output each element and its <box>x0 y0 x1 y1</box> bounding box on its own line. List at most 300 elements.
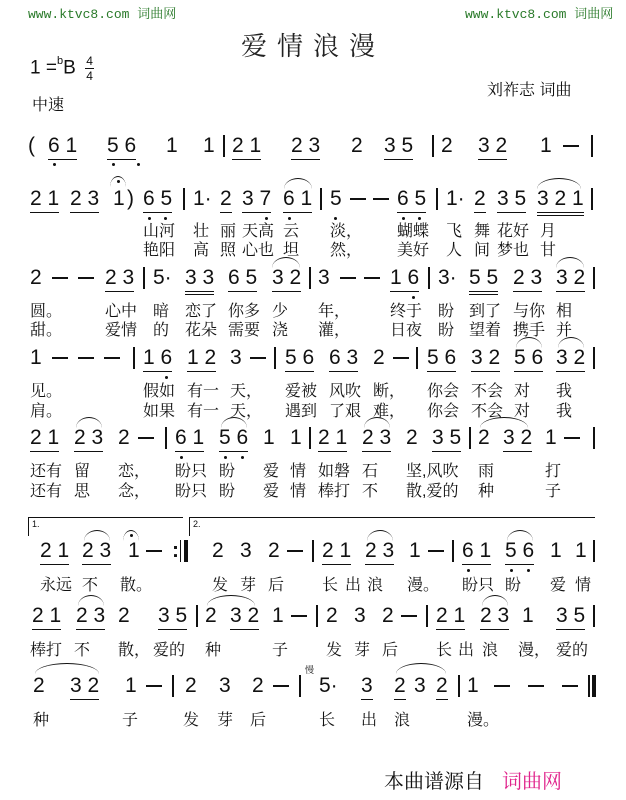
note-group: 2 <box>394 673 406 700</box>
lyric: 子 <box>545 483 562 500</box>
slur <box>537 178 581 189</box>
lyric: 后 <box>250 712 267 729</box>
lyric: 相 <box>556 303 573 320</box>
lyric: 念， <box>118 483 151 500</box>
barline <box>299 675 301 697</box>
barline <box>593 427 595 449</box>
barline <box>469 427 471 449</box>
lyric: 对 <box>514 403 531 420</box>
lyric: 坚,风吹 <box>406 463 459 480</box>
barline <box>593 605 595 627</box>
lyric: 人 <box>446 242 463 259</box>
lyric: 携手 <box>513 322 546 339</box>
source-label: 本曲谱源自 <box>384 771 484 793</box>
lyrics-verse-1 <box>0 637 626 657</box>
slur <box>558 337 584 348</box>
lyric: 你会 <box>427 403 460 420</box>
lyric: 难， <box>373 403 406 420</box>
note: 2 <box>326 604 338 627</box>
lyric: 发 <box>212 577 229 594</box>
note: 2 <box>33 674 45 697</box>
note: 1 <box>125 674 137 697</box>
watermark-right <box>465 3 613 22</box>
lyrics-verse-1 <box>0 378 626 398</box>
lyric: 漫。 <box>407 577 440 594</box>
lyric: 艳阳 <box>143 242 176 259</box>
lyric: 不 <box>82 577 99 594</box>
lyric: 飞 <box>446 223 463 240</box>
lyric: 盼 <box>438 322 455 339</box>
lyric: 不 <box>74 642 91 659</box>
lyric: 子 <box>272 642 289 659</box>
lyric: 盼只 <box>175 483 208 500</box>
note-group: 5 6 <box>285 345 314 372</box>
note: 1 <box>522 604 534 627</box>
note: 1 <box>203 134 215 157</box>
note-group: 2 1 <box>30 425 59 452</box>
slur <box>35 663 99 674</box>
barline <box>426 605 428 627</box>
barline <box>432 135 434 157</box>
note-group: 2 1 <box>30 186 59 213</box>
lyric: 盼 <box>438 303 455 320</box>
note-group: 2 <box>220 186 232 213</box>
lyric: 爱 <box>263 463 280 480</box>
lyric: 后 <box>268 577 285 594</box>
lyric: 假如 <box>143 383 176 400</box>
lyric: 暗 <box>153 303 170 320</box>
note: 1· <box>446 187 465 210</box>
note-group: 2 3 <box>76 603 105 630</box>
note-group: 2 <box>436 673 448 700</box>
lyric: 灌， <box>318 322 351 339</box>
lyric: 云 <box>283 223 300 240</box>
lyric: 遇到 <box>285 403 318 420</box>
lyric: 然， <box>330 242 363 259</box>
lyric: 种 <box>478 483 495 500</box>
dash <box>146 550 162 552</box>
volta-2 <box>189 517 595 536</box>
note-group: 6 3 <box>329 345 358 372</box>
dash <box>428 550 444 552</box>
lyric: 棒打 <box>30 642 63 659</box>
lyric: 打 <box>545 463 562 480</box>
dash <box>563 145 579 147</box>
lyrics-verse-2 <box>0 317 626 337</box>
lyric: 思 <box>74 483 91 500</box>
lyric: 盼只 <box>462 577 495 594</box>
lyric: 肩。 <box>30 403 63 420</box>
song-title: 爱情浪漫 <box>240 32 385 62</box>
barline <box>436 188 438 210</box>
note-group: 6 1 <box>283 186 312 213</box>
lyric: 还有 <box>30 483 63 500</box>
note: 1 <box>30 346 42 369</box>
note-group: 3 5 <box>158 603 187 630</box>
note: 1 <box>113 187 125 210</box>
note-group: 6 1 <box>175 425 204 452</box>
lyric: 断， <box>373 383 406 400</box>
lyric: 芽 <box>354 642 371 659</box>
note: 1 <box>575 539 587 562</box>
note-group: 3 5 <box>384 133 413 160</box>
barline <box>196 605 198 627</box>
note-group: 5 6 <box>514 345 543 372</box>
lyric: 爱的 <box>556 642 589 659</box>
lyric: 日夜 <box>390 322 423 339</box>
lyric: 有一 <box>187 403 220 420</box>
source-brand-link[interactable]: 词曲网 <box>502 771 562 793</box>
notation-row-5 <box>0 425 626 455</box>
notation-row-6 <box>0 538 626 568</box>
flat-sign: b <box>56 55 64 68</box>
note-group: 2 3 <box>74 425 103 452</box>
lyric: 壮 <box>193 223 210 240</box>
lyric: 散， <box>118 642 151 659</box>
lyric: 盼只 <box>175 463 208 480</box>
lyric: 望着 <box>469 322 502 339</box>
notation-row-8 <box>0 665 626 703</box>
lyric: 散,爱的 <box>406 483 459 500</box>
lyric: 与你 <box>513 303 546 320</box>
note: 1 <box>467 674 479 697</box>
barline <box>309 267 311 289</box>
slur <box>284 178 312 189</box>
dash <box>52 277 68 279</box>
lyric: 漫， <box>518 642 551 659</box>
barline <box>133 347 135 369</box>
repeat-dots: : <box>172 539 179 562</box>
dash <box>273 685 289 687</box>
note: 5· <box>153 266 172 289</box>
note: 2 <box>30 266 42 289</box>
note: 2 <box>212 539 224 562</box>
lyric: 爱被 <box>285 383 318 400</box>
key-note: B <box>63 57 76 79</box>
tempo-marking: 中速 <box>32 97 65 114</box>
barline <box>309 427 311 449</box>
fermata-dot <box>130 534 133 537</box>
note-group: 2 1 <box>322 538 351 565</box>
slur <box>556 257 584 268</box>
lyric: 天高 <box>242 223 275 240</box>
note-group: 2 3 <box>362 425 391 452</box>
lyric: 照 <box>220 242 237 259</box>
lyric: 雨 <box>478 463 495 480</box>
lyric: 我 <box>556 403 573 420</box>
note-group: 2 1 <box>318 425 347 452</box>
lyric: 舞 <box>474 223 491 240</box>
note-group: 1 6 <box>390 265 419 292</box>
note: 3 <box>414 674 426 697</box>
key-label: 1 = <box>30 57 57 79</box>
note: 2 <box>351 134 363 157</box>
lyric: 年， <box>318 303 351 320</box>
note-group: 2 1 <box>436 603 465 630</box>
note-group: 3 2 <box>503 425 532 452</box>
note-group: 5 6 <box>107 133 136 160</box>
lyrics-verse-1 <box>0 707 626 727</box>
watermark-url: www.ktvc8.com <box>465 7 567 22</box>
note: ) <box>127 187 134 210</box>
lyrics-verse-1 <box>0 572 626 592</box>
note: 2 <box>268 539 280 562</box>
note-group: 2 <box>474 186 486 213</box>
note: 3 <box>230 346 242 369</box>
lyric: 如磐 <box>318 463 351 480</box>
lyrics-verse-2 <box>0 237 626 257</box>
note-group: 3 5 <box>556 603 585 630</box>
note-group: 3 7 <box>242 186 271 213</box>
lyrics-verse-2 <box>0 398 626 418</box>
final-barline <box>588 675 590 697</box>
note-group: 6 1 <box>462 538 491 565</box>
dash <box>373 198 389 200</box>
note-group: 5 6 <box>427 345 456 372</box>
lyric: 种 <box>205 642 222 659</box>
lyric: 我 <box>556 383 573 400</box>
dash <box>287 550 303 552</box>
dash <box>350 198 366 200</box>
dash <box>364 277 380 279</box>
lyric: 的 <box>153 322 170 339</box>
final-barline <box>592 675 596 697</box>
note-group: 2 3 <box>70 186 99 213</box>
note-group: 2 3 <box>480 603 509 630</box>
note-group: 3 2 <box>478 133 507 160</box>
barline <box>591 188 593 210</box>
lyric: 浇 <box>272 322 289 339</box>
note-group: 3 <box>361 673 373 700</box>
note: ( <box>28 134 35 157</box>
note-group: 5 5 <box>469 265 498 295</box>
note: 1 <box>545 426 557 449</box>
lyrics-verse-1 <box>0 298 626 318</box>
lyric: 爱 <box>550 577 567 594</box>
barline <box>183 188 185 210</box>
lyric: 爱情 <box>105 322 138 339</box>
note: 2 <box>185 674 197 697</box>
note: 2 <box>478 426 490 449</box>
note-group: 1 6 <box>143 345 172 372</box>
note-group: 3 2 <box>70 673 99 700</box>
note-group: 2 3 <box>291 133 320 160</box>
note: 2 <box>382 604 394 627</box>
tempo-slow-mark: 慢 <box>305 665 315 675</box>
lyric: 心中 <box>105 303 138 320</box>
note-group: 3 5 <box>432 425 461 452</box>
notation-row-4 <box>0 345 626 375</box>
dash <box>564 437 580 439</box>
note: 1 <box>272 604 284 627</box>
dash <box>401 615 417 617</box>
repeat-barline <box>184 540 188 562</box>
lyric: 蝴蝶 <box>397 223 430 240</box>
time-top: 4 <box>86 54 93 68</box>
lyric: 留 <box>74 463 91 480</box>
note-group: 6 5 <box>228 265 257 292</box>
note: 2 <box>252 674 264 697</box>
note: 1 <box>166 134 178 157</box>
lyric: 还有 <box>30 463 63 480</box>
lyric: 需要 <box>228 322 261 339</box>
lyric: 风吹 <box>329 383 362 400</box>
dash <box>146 685 162 687</box>
time-signature <box>85 55 94 82</box>
low-dot <box>53 163 56 166</box>
lyrics-verse-2 <box>0 478 626 498</box>
barline <box>458 675 460 697</box>
lyric: 长 <box>319 712 336 729</box>
lyric: 不会 <box>471 403 504 420</box>
lyric: 浪 <box>394 712 411 729</box>
note-group: 2 3 <box>365 538 394 565</box>
volta-label: 1. <box>32 519 40 529</box>
note: 2 <box>118 426 130 449</box>
lyric: 不会 <box>471 383 504 400</box>
dash <box>78 357 94 359</box>
note: 1 <box>550 539 562 562</box>
note: 1 <box>540 134 552 157</box>
barline <box>172 675 174 697</box>
lyric: 终于 <box>390 303 423 320</box>
lyric: 圆。 <box>30 303 63 320</box>
slur <box>76 417 102 428</box>
note: 2 <box>373 346 385 369</box>
lyric: 天， <box>230 403 263 420</box>
lyric: 浪 <box>482 642 499 659</box>
lyric: 梦也 <box>497 242 530 259</box>
lyric: 你会 <box>427 383 460 400</box>
lyric: 少 <box>272 303 289 320</box>
note-group: 1 2 <box>187 345 216 372</box>
slur <box>78 595 104 606</box>
dash <box>393 357 409 359</box>
barline <box>312 540 314 562</box>
lyric: 芽 <box>217 712 234 729</box>
watermark-left <box>28 3 176 22</box>
lyric: 发 <box>326 642 343 659</box>
watermark-site: 词曲网 <box>137 7 177 22</box>
barline <box>593 267 595 289</box>
lyric: 爱 <box>263 483 280 500</box>
lyric: 丽 <box>220 223 237 240</box>
barline <box>593 540 595 562</box>
author-credit: 刘祚志 词曲 <box>487 82 572 99</box>
repeat-barline <box>180 540 181 562</box>
note-group: 3 2 <box>556 345 585 372</box>
note: 1 <box>128 539 140 562</box>
barline <box>452 540 454 562</box>
note-group: 6 5 <box>397 186 426 213</box>
lyric: 情 <box>575 577 592 594</box>
lyric: 长 <box>436 642 453 659</box>
lyric: 后 <box>382 642 399 659</box>
lyric: 发 <box>183 712 200 729</box>
lyric: 情 <box>290 483 307 500</box>
note: 2 <box>205 604 217 627</box>
note-group: 2 1 <box>32 603 61 630</box>
key-signature <box>30 55 94 82</box>
lyric: 漫。 <box>467 712 500 729</box>
lyrics-verse-1 <box>0 218 626 238</box>
lyric: 你多 <box>228 303 261 320</box>
note-group: 3 2 <box>272 265 301 292</box>
lyric: 恋了 <box>185 303 218 320</box>
lyric: 子 <box>122 712 139 729</box>
lyric: 种 <box>33 712 50 729</box>
slur <box>396 663 446 674</box>
note: 5 <box>330 187 342 210</box>
note-group: 6 1 <box>48 133 77 160</box>
barline <box>274 347 276 369</box>
note-group: 2 3 <box>105 265 134 292</box>
fermata <box>110 176 126 187</box>
time-bottom: 4 <box>86 69 93 83</box>
notation-row-3 <box>0 265 626 295</box>
lyric: 出 <box>345 577 362 594</box>
note-group: 3 2 1 <box>537 186 584 216</box>
notation-row-2 <box>0 186 626 216</box>
note-group: 3 5 <box>497 186 526 213</box>
note: 3 <box>240 539 252 562</box>
lyric: 山河 <box>143 223 176 240</box>
barline <box>165 427 167 449</box>
lyric: 甘 <box>540 242 557 259</box>
slur <box>482 595 508 606</box>
note: 3· <box>438 266 457 289</box>
note-group: 5 6 <box>219 425 248 452</box>
barline <box>428 267 430 289</box>
note-group: 2 3 <box>513 265 542 292</box>
note: 3 <box>219 674 231 697</box>
note-group: 6 5 <box>143 186 172 213</box>
lyric: 间 <box>474 242 491 259</box>
dash <box>562 685 578 687</box>
watermark-url: www.ktvc8.com <box>28 7 130 22</box>
note-group: 3 2 <box>471 345 500 372</box>
note-group: 2 1 <box>40 538 69 565</box>
note: 5· <box>319 674 338 697</box>
dash <box>528 685 544 687</box>
lyric: 芽 <box>240 577 257 594</box>
volta-label: 2. <box>193 519 201 529</box>
lyric: 不 <box>362 483 379 500</box>
note-group: 5 6 <box>505 538 534 565</box>
lyric: 出 <box>458 642 475 659</box>
note: 1 <box>290 426 302 449</box>
note: 1 <box>263 426 275 449</box>
note: 1 <box>409 539 421 562</box>
note-group: 2 1 <box>232 133 261 160</box>
low-dot <box>137 163 140 166</box>
lyric: 棒打 <box>318 483 351 500</box>
lyric: 盼 <box>219 463 236 480</box>
slur <box>207 595 255 606</box>
note: 2 <box>406 426 418 449</box>
lyric: 天， <box>230 383 263 400</box>
note: 3 <box>354 604 366 627</box>
lyric: 对 <box>514 383 531 400</box>
dash <box>494 685 510 687</box>
lyric: 月 <box>540 223 557 240</box>
lyric: 长 <box>322 577 339 594</box>
lyric: 到了 <box>469 303 502 320</box>
lyric: 花朵 <box>185 322 218 339</box>
note-group: 3 3 <box>185 265 214 295</box>
notation-row-1 <box>0 133 626 163</box>
barline <box>320 188 322 210</box>
